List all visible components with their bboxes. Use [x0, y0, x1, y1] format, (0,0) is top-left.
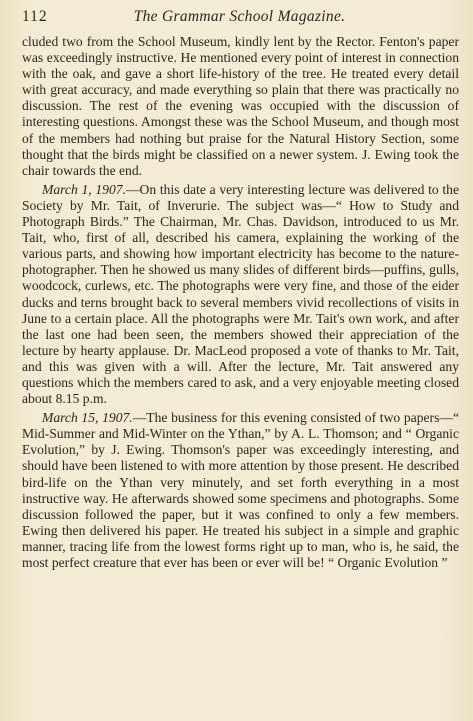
paragraph-text: cluded two from the School Museum, kindly lent by the Rector. Fenton's paper was exceedingly instructive. He mentioned every point of interest in connection with the oak, and gave a short life-history of the tree. He treated every detail with great accuracy, and made everything so plain that there was practically no discussion. The rest of the evening was occupied with the discussion of interesting questions. Amongst these was the School Museum, and though most of the members had nothing but praise for the Natural History Section, some thought that the birds might be classified on a newer system. J. Ewing took the chair towards the end.	[22, 34, 459, 178]
body-text	[22, 34, 459, 571]
paragraph-text: —On this date a very interesting lecture was delivered to the Society by Mr. Tait, of Inverurie. The subject was—“ How to Study and Photograph Birds.” The Chairman, Mr. Chas. Davidson, introduced to us Mr. Tait, who, first of all, described his camera, explaining the working of the various parts, and showing how important electricity has become to the nature-photographer. Then he showed us many slides of different birds—puffins, gulls, woodcock, curlews, etc. The photographs were very fine, and those of the eider ducks and terns brought back to several members vivid recollections of visits in June to a certain place. All the photographs were Mr. Tait's own work, and after the last one had been seen, the members showed their appreciation of the lecture by hearty applause. Dr. MacLeod proposed a vote of thanks to Mr. Tait, and this was given with a will. After the lecture, Mr. Tait answered any questions which the members cared to ask, and a very enjoyable meeting closed about 8.15 p.m.	[22, 181, 459, 407]
paragraph	[22, 182, 459, 407]
paragraph	[22, 34, 459, 179]
page-header	[22, 8, 459, 30]
paragraph-text: —The business for this evening consisted of two papers—“ Mid-Summer and Mid-Winter on the Ythan,” by A. L. Thomson; and “ Organic Evolution,” by J. Ewing. Thomson's paper was exceedingly interesting, and should have been listened to with more attention by those present. He described bird-life on the Ythan very minutely, and set forth everything in a most instructive way. He afterwards showed some specimens and photographs. Some discussion followed the paper, but it was confined to only a few members. Ewing then delivered his paper. He treated his subject in a simple and graphic manner, tracing life from the lowest forms right up to man, who is, he said, the most perfect creature that ever has been or ever will be! “ Organic Evolution ”	[22, 410, 459, 570]
entry-date: March 1, 1907.	[42, 181, 126, 197]
page-number: 112	[22, 8, 48, 25]
paragraph	[22, 410, 459, 571]
entry-date: March 15, 1907.	[42, 410, 133, 426]
running-title: The Grammar School Magazine.	[133, 8, 346, 25]
